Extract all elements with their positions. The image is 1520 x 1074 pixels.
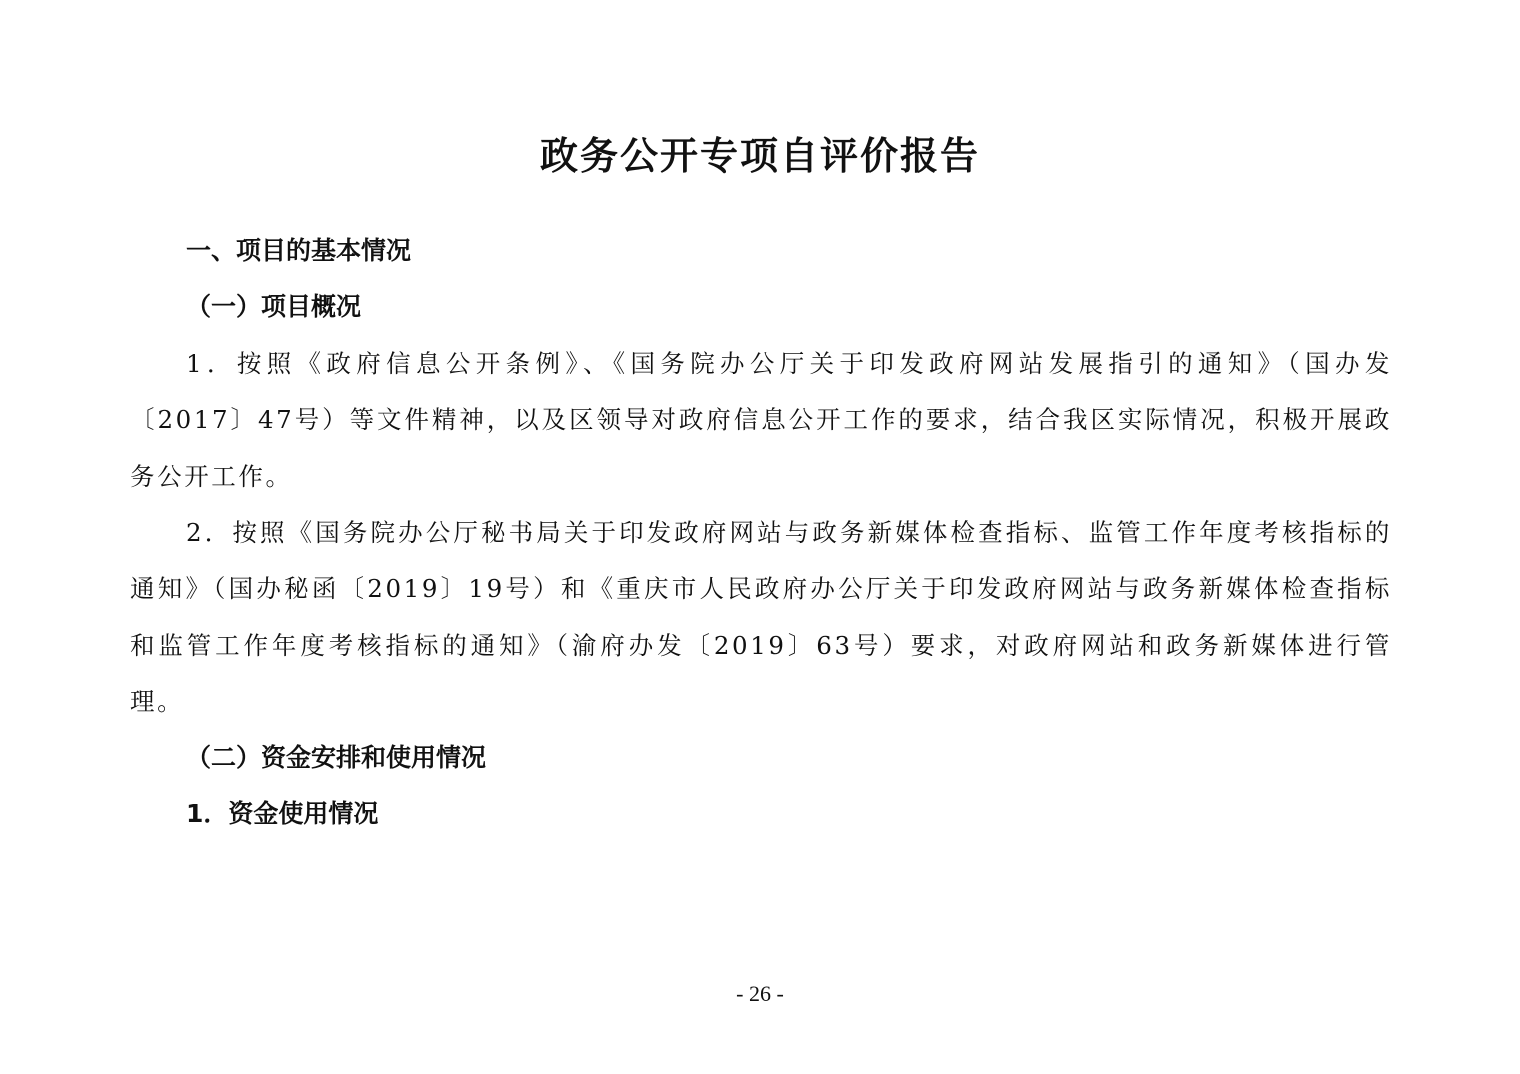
item-heading-fund-usage: 1．资金使用情况	[186, 799, 379, 828]
section-heading-basic-info: 一、项目的基本情况	[186, 236, 412, 265]
subsection-heading-funding: （二）资金安排和使用情况	[186, 743, 487, 772]
subsection-heading-project-overview: （一）项目概况	[186, 292, 362, 321]
page-number: - 26 -	[736, 981, 784, 1006]
paragraph-2: 2．按照《国务院办公厅秘书局关于印发政府网站与政务新媒体检查指标、监管工作年度考核指标的通知》（国办秘函〔2019〕19号）和《重庆市人民政府办公厅关于印发政府网站与政务新媒体检查指标和监管工作年度考核指标的通知》（渝府办发〔2019〕63号）要求，对政府网站和政务新媒体进行管理。	[130, 518, 1392, 716]
document-title: 政务公开专项自评价报告	[539, 134, 980, 178]
paragraph-1: 1．按照《政府信息公开条例》、《国务院办公厅关于印发政府网站发展指引的通知》（国办发〔2017〕47号）等文件精神，以及区领导对政府信息公开工作的要求，结合我区实际情况，积极开展政务公开工作。	[130, 349, 1392, 491]
